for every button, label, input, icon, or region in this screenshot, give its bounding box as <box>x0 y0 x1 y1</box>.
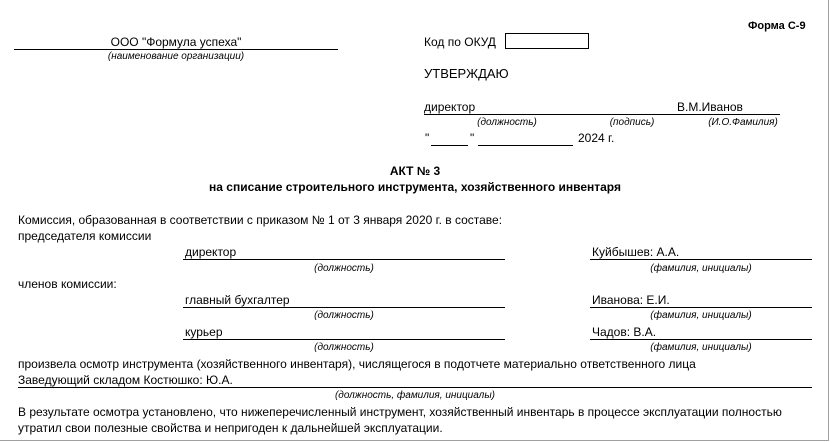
approval-line <box>424 114 780 115</box>
approval-date-year: 2024 г. <box>578 131 615 145</box>
member1-name-caption: (фамилия, инициалы) <box>650 310 752 321</box>
chairman-position: директор <box>185 245 237 259</box>
commission-intro: Комиссия, образованная в соответствии с приказом № 1 от 3 января 2020 г. в составе: <box>18 213 503 227</box>
chairman-name-caption: (фамилия, инициалы) <box>650 263 752 274</box>
chairman-position-caption: (должность) <box>314 263 374 274</box>
member2-position: курьер <box>185 325 223 339</box>
chairman-position-line <box>183 259 505 260</box>
result-line-2: утратил свои полезные свойства и непригоден к дальнейшей эксплуатации. <box>18 421 443 435</box>
member2-name-caption: (фамилия, инициалы) <box>650 342 752 353</box>
inspection-person: Заведующий складом Костюшко: Ю.А. <box>18 373 233 387</box>
member1-name-line <box>590 307 812 308</box>
form-code: Форма С-9 <box>748 20 806 32</box>
approval-caption-signature: (подпись) <box>609 117 655 128</box>
act-title: АКТ № 3 <box>389 164 441 178</box>
chairman-label: председателя комиссии <box>18 229 152 243</box>
inspection-person-caption: (должность, фамилия, инициалы) <box>334 390 496 401</box>
member2-position-line <box>183 339 505 340</box>
okud-field[interactable] <box>505 33 589 49</box>
approval-date-quote-open: " <box>425 131 430 145</box>
organization-name: ООО "Формула успеха" <box>110 35 242 49</box>
approval-date-quote-close: " <box>470 131 475 145</box>
approval-caption-name: (И.О.Фамилия) <box>708 117 778 128</box>
member1-position: главный бухгалтер <box>185 293 290 307</box>
members-label: членов комиссии: <box>18 277 117 291</box>
member2-name-line <box>590 339 812 340</box>
inspection-text: произвела осмотр инструмента (хозяйственного инвентаря), числящегося в подотчете материально ответственного лица <box>18 357 696 371</box>
result-line-1: В результате осмотра установлено, что нижеперечисленный инструмент, хозяйственный инвентарь в процессе эксплуатации полностью <box>18 405 782 419</box>
act-subject: на списание строительного инструмента, хозяйственного инвентаря <box>209 180 621 194</box>
approval-name: В.М.Иванов <box>677 100 743 114</box>
approval-date-month-line <box>478 145 573 146</box>
inspection-person-line <box>18 387 812 388</box>
organization-line <box>14 49 338 50</box>
member1-position-caption: (должность) <box>314 310 374 321</box>
okud-label: Код по ОКУД <box>424 35 496 49</box>
member2-position-caption: (должность) <box>314 342 374 353</box>
chairman-name: Куйбышев: А.А. <box>592 245 680 259</box>
member1-position-line <box>183 307 505 308</box>
member2-name: Чадов: В.А. <box>592 325 657 339</box>
member1-name: Иванова: Е.И. <box>592 293 670 307</box>
approval-date-day-line <box>431 145 468 146</box>
organization-caption: (наименование организации) <box>107 51 245 62</box>
approval-position: директор <box>424 100 476 114</box>
chairman-name-line <box>590 259 812 260</box>
approval-heading: УТВЕРЖДАЮ <box>424 66 509 81</box>
approval-caption-position: (должность) <box>477 117 537 128</box>
